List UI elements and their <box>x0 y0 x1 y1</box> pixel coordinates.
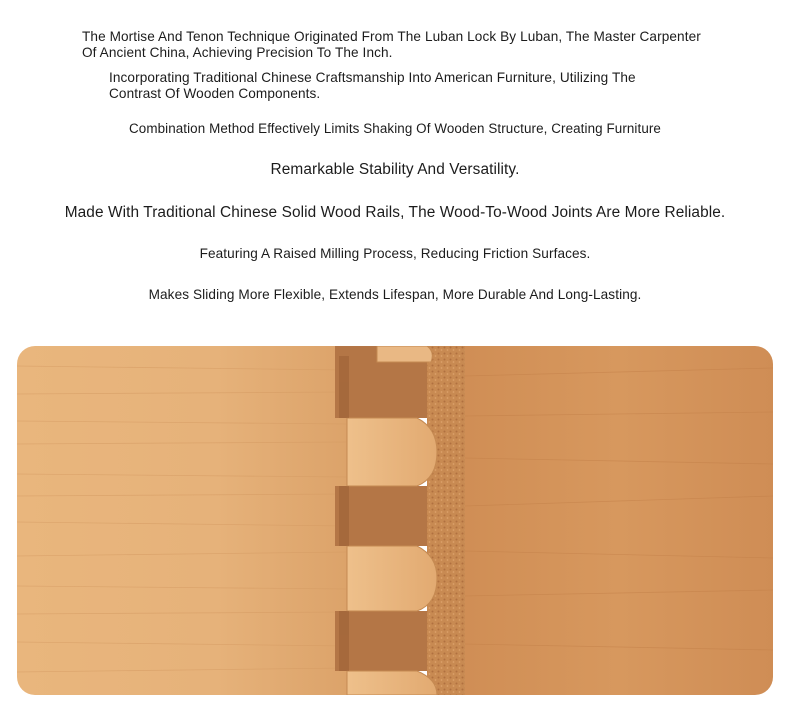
stability-text: Remarkable Stability And Versatility. <box>270 161 520 178</box>
raised-milling-text: Featuring A Raised Milling Process, Reducing Friction Surfaces. <box>199 246 591 261</box>
intro-line-2b: Contrast Of Wooden Components. <box>109 86 321 101</box>
intro-paragraph-2 <box>109 70 636 102</box>
wood-rails-text: Made With Traditional Chinese Solid Wood Rails, The Wood-To-Wood Joints Are More Reliable. <box>64 204 726 221</box>
intro-line-1a: The Mortise And Tenon Technique Originated From The Luban Lock By Luban, The Master Carpenter <box>82 29 701 44</box>
right-board <box>465 346 773 695</box>
socket-shadows <box>339 356 349 671</box>
combination-method-text: Combination Method Effectively Limits Shaking Of Wooden Structure, Creating Furniture <box>129 121 661 136</box>
intro-line-2a: Incorporating Traditional Chinese Craftsmanship Into American Furniture, Utilizing The <box>109 70 636 85</box>
dovetail-joint-photo <box>17 346 773 695</box>
end-grain-strip <box>427 346 467 695</box>
intro-line-1b: Of Ancient China, Achieving Precision To The Inch. <box>82 45 393 60</box>
durability-text: Makes Sliding More Flexible, Extends Lifespan, More Durable And Long-Lasting. <box>148 287 642 302</box>
dovetail-joint-illustration <box>17 346 773 695</box>
intro-paragraph-1 <box>82 29 701 61</box>
